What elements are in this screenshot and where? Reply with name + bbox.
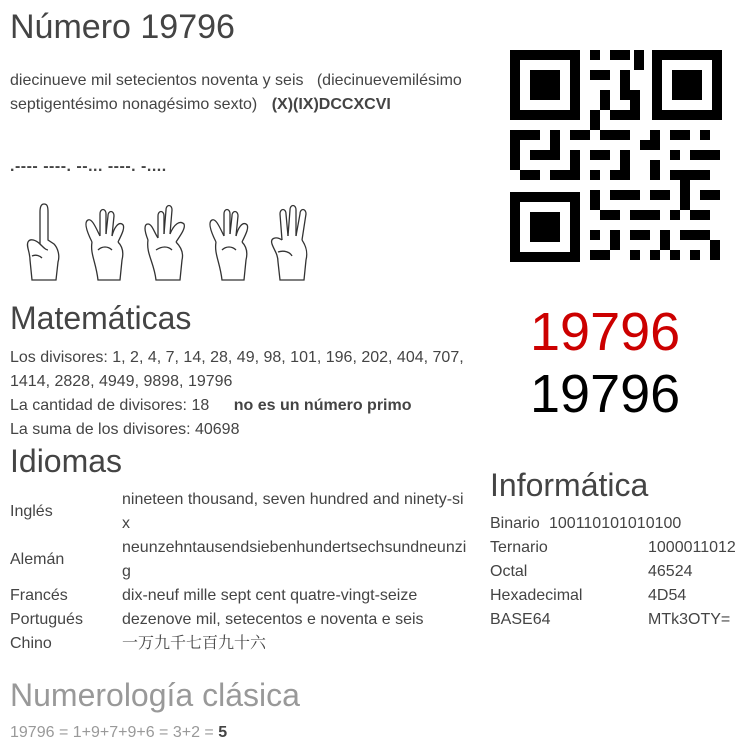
language-name: Inglés (10, 503, 53, 520)
base-value: MTk3OTY= (648, 611, 731, 628)
informatica-list (490, 512, 750, 632)
section-matematicas: Matemáticas (10, 300, 192, 336)
numerology-steps: 19796 = 1+9+7+9+6 = 3+2 = (10, 724, 219, 741)
language-name: Alemán (10, 551, 65, 568)
sign-language-hands (10, 200, 320, 284)
qr-code (510, 50, 722, 262)
languages-table (10, 488, 468, 656)
list-item (490, 608, 750, 632)
language-text: dix-neuf mille sept cent quatre-vingt-seize (122, 587, 418, 604)
base-label: Octal (490, 563, 528, 580)
language-name: Chino (10, 635, 52, 652)
language-text: neunzehntausendsiebenhundertsechsundneunzig (122, 539, 467, 580)
hand-nine-icon (196, 200, 260, 284)
base-label: Hexadecimal (490, 587, 583, 604)
language-text: dezenove mil, setecentos e noventa e seis (122, 611, 424, 628)
base-value: 46524 (648, 563, 693, 580)
number-red: 19796 (530, 302, 681, 362)
number-words (10, 69, 480, 117)
section-idiomas: Idiomas (10, 443, 123, 479)
hand-one-icon (10, 200, 74, 284)
numerology-result: 5 (218, 724, 228, 741)
language-name: Portugués (10, 611, 83, 628)
divisor-count-row (10, 394, 480, 418)
divisor-sum: La suma de los divisores: 40698 (10, 421, 240, 438)
table-row (10, 488, 468, 536)
page-title: Número 19796 (10, 8, 235, 46)
hand-seven-icon (134, 200, 198, 284)
base-label: Binario (490, 515, 540, 532)
list-item (490, 512, 750, 536)
list-item (490, 584, 750, 608)
table-row (10, 584, 468, 608)
numerology-formula (10, 724, 227, 742)
ordinal-words: (diecinuevemilésimo septigentésimo nonagésimo sexto) (10, 72, 462, 113)
roman-numeral: (X)(IX)DCCXCVI (271, 96, 391, 113)
base-label: BASE64 (490, 611, 551, 628)
base-value: 100110101010100 (549, 515, 682, 532)
table-row (10, 536, 468, 584)
number-black: 19796 (530, 364, 681, 424)
list-item (490, 536, 750, 560)
divisor-count: La cantidad de divisores: 18 (10, 397, 210, 414)
spanish-words: diecinueve mil setecientos noventa y seis (10, 72, 304, 89)
list-item (490, 560, 750, 584)
table-row (10, 632, 468, 656)
divisors-list: Los divisores: 1, 2, 4, 7, 14, 28, 49, 98, 101, 196, 202, 404, 707, 1414, 2828, 4949, 9898, 19796 (10, 349, 464, 390)
base-label: Ternario (490, 539, 548, 556)
base-value: 1000011012 (648, 539, 736, 556)
hand-six-icon (258, 200, 322, 284)
table-row (10, 608, 468, 632)
language-text: nineteen thousand, seven hundred and ninety-six (122, 491, 464, 532)
section-numerologia: Numerología clásica (10, 677, 300, 713)
language-text: 一万九千七百九十六 (122, 635, 267, 652)
morse-code: .---- ----. --... ----. -.... (10, 158, 167, 175)
section-informatica: Informática (490, 467, 649, 503)
matematicas-body (10, 346, 480, 442)
hand-nine-icon (72, 200, 136, 284)
language-name: Francés (10, 587, 68, 604)
prime-note: no es un número primo (233, 397, 412, 414)
base-value: 4D54 (648, 587, 687, 604)
